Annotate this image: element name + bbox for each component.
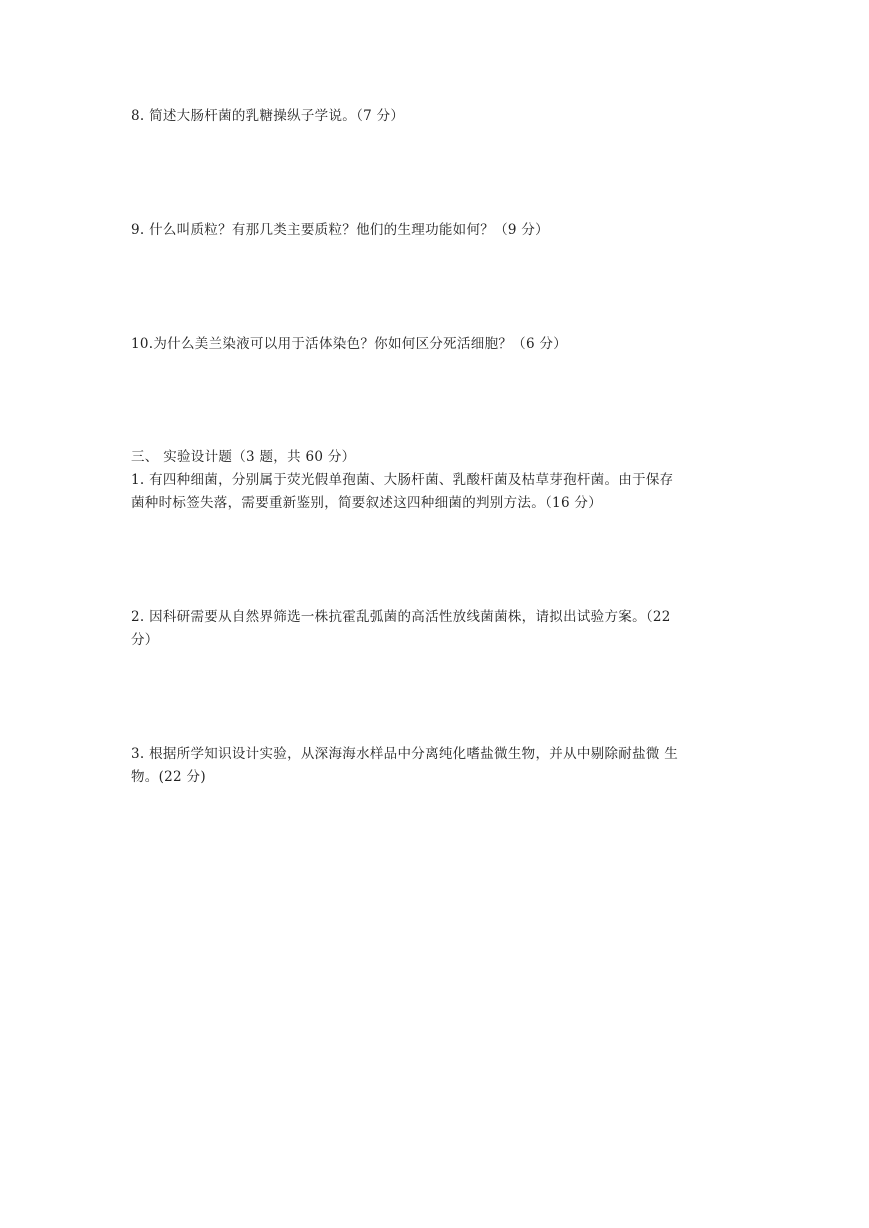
experiment-3-line-1: 3. 根据所学知识设计实验，从深海海水样品中分离纯化嗜盐微生物，并从中剔除耐盐微 生 (131, 746, 679, 762)
experiment-2-line-1: 2. 因科研需要从自然界筛选一株抗霍乱弧菌的高活性放线菌菌株，请拟出试验方案。（22 (131, 609, 671, 625)
question-8: 8. 简述大肠杆菌的乳糖操纵子学说。（7 分） (131, 108, 405, 124)
experiment-1-line-2: 菌种时标签失落，需要重新鉴别，简要叙述这四种细菌的判别方法。（16 分） (131, 495, 603, 511)
question-10: 10.为什么美兰染液可以用于活体染色？你如何区分死活细胞？（6 分） (131, 336, 568, 352)
experiment-2-line-2: 分） (131, 632, 159, 648)
experiment-3-line-2: 物。(22 分) (131, 769, 206, 785)
experiment-1-line-1: 1. 有四种细菌，分别属于荧光假单孢菌、大肠杆菌、乳酸杆菌及枯草芽孢杆菌。由于保存 (131, 472, 674, 488)
question-9: 9. 什么叫质粒？有那几类主要质粒？他们的生理功能如何？（9 分） (131, 222, 549, 238)
section-3-heading: 三、 实验设计题（3 题，共 60 分） (131, 449, 356, 465)
